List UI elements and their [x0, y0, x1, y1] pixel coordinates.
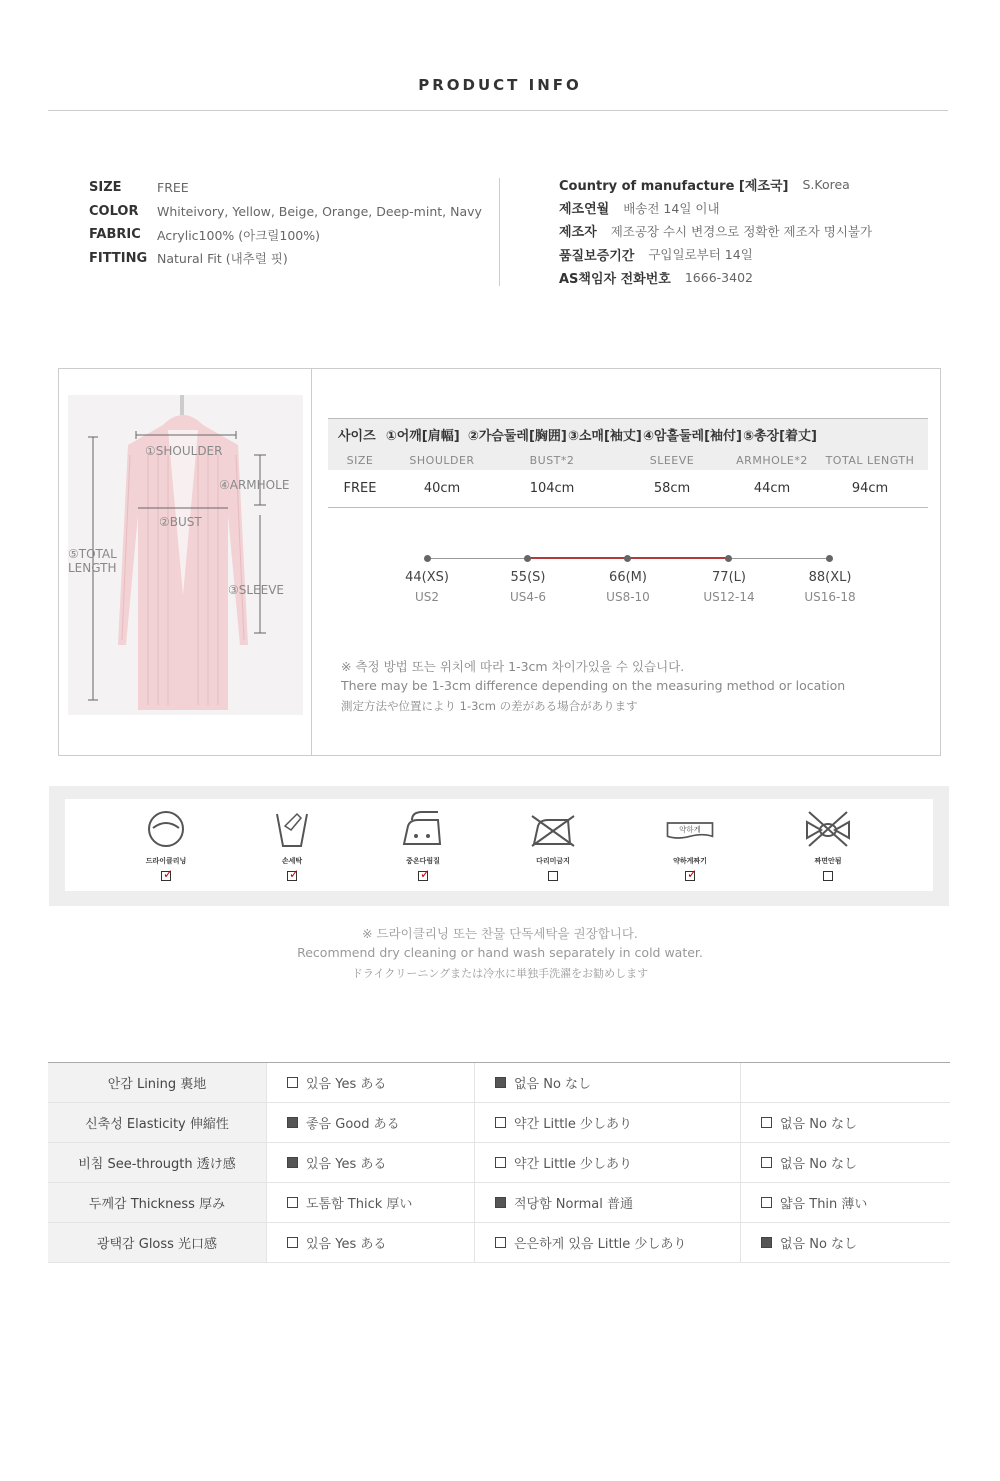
property-row-thickness	[48, 1183, 950, 1223]
size-header-cell: TOTAL LENGTH	[825, 453, 915, 467]
size-scale-kr: 66(M)	[609, 570, 647, 585]
property-option	[740, 1103, 950, 1142]
size-scale-kr: 55(S)	[510, 570, 546, 585]
option-checkbox	[495, 1157, 506, 1168]
property-option	[474, 1223, 740, 1262]
total-label: ⑤TOTAL	[68, 547, 117, 561]
care-item-hand-wash	[247, 808, 337, 881]
option-label: 약간 Little 少しあり	[514, 1157, 633, 1172]
info-row-color	[89, 200, 482, 224]
info-value: FREE	[157, 180, 189, 196]
size-scale-us: US16-18	[804, 590, 856, 604]
size-header-cell: ⑤총장[着丈]	[742, 428, 817, 444]
size-cell: 94cm	[851, 481, 889, 496]
option-label: 없음 No なし	[514, 1077, 592, 1092]
no-iron-icon	[528, 808, 578, 848]
check-icon: ✓	[289, 867, 300, 881]
size-cell: 58cm	[653, 481, 691, 496]
property-option	[266, 1143, 474, 1182]
info-key: COLOR	[89, 203, 139, 219]
info-key: 제조연월	[559, 202, 610, 218]
dry-clean-icon	[141, 808, 191, 848]
property-row-gloss	[48, 1223, 950, 1263]
info-value: 1666-3402	[684, 269, 753, 285]
property-option	[266, 1103, 474, 1142]
property-option	[474, 1103, 740, 1142]
care-checkbox	[548, 871, 558, 881]
property-name: 안감 Lining 裏地	[48, 1063, 266, 1102]
size-header-cell: ④암홀둘레[袖付]	[642, 428, 742, 444]
property-option	[266, 1223, 474, 1262]
option-checkbox	[761, 1157, 772, 1168]
option-checkbox	[287, 1237, 298, 1248]
size-scale-dot	[725, 555, 732, 562]
size-cell: 44cm	[753, 481, 791, 496]
info-row-date	[559, 196, 872, 219]
size-table-header	[328, 418, 928, 470]
option-checkbox-checked	[761, 1237, 772, 1248]
option-checkbox-checked	[495, 1197, 506, 1208]
care-item-no-wring	[783, 808, 873, 881]
size-header-cell: ②가슴둘레[胸囲]	[467, 428, 567, 444]
size-cell: 40cm	[423, 481, 461, 496]
size-header-cell: 사이즈	[338, 428, 376, 444]
property-option	[474, 1183, 740, 1222]
property-table	[48, 1062, 950, 1263]
armhole-label: ④ARMHOLE	[219, 478, 290, 492]
size-header-cell: SHOULDER	[409, 453, 475, 467]
page-title: PRODUCT INFO	[418, 76, 582, 94]
size-header-ko	[328, 419, 928, 449]
info-key: 품질보증기간	[559, 248, 635, 264]
care-label: 중온다림질	[406, 857, 440, 865]
info-row-warranty	[559, 243, 872, 266]
info-left	[89, 176, 482, 270]
size-scale-us: US2	[414, 590, 440, 604]
property-option	[474, 1063, 740, 1102]
care-item-no-iron	[508, 808, 598, 881]
size-scale-kr: 77(L)	[712, 570, 746, 585]
info-value: 구입일로부터 14일	[648, 247, 753, 263]
size-scale-us: US4-6	[510, 590, 546, 604]
size-header-cell: SLEEVE	[649, 453, 695, 467]
size-header-cell: BUST*2	[529, 453, 575, 467]
info-key: AS책임자 전화번호	[559, 271, 671, 287]
size-table	[328, 418, 928, 508]
title-divider	[48, 110, 948, 111]
property-row-lining	[48, 1063, 950, 1103]
option-checkbox-checked	[287, 1157, 298, 1168]
size-scale-dot	[524, 555, 531, 562]
info-value: S.Korea	[802, 177, 850, 193]
info-row-fabric	[89, 223, 482, 247]
info-value: 배송전 14일 이내	[623, 200, 720, 216]
property-name: 비침 See-througth 透け感	[48, 1143, 266, 1182]
size-scale-us: US12-14	[703, 590, 755, 604]
size-scale-us: US8-10	[606, 590, 650, 604]
no-wring-icon	[803, 808, 853, 848]
option-checkbox	[761, 1117, 772, 1128]
check-icon: ✓	[163, 867, 174, 881]
option-label: 없음 No なし	[780, 1157, 858, 1172]
size-header-cell: ③소매[袖丈]	[567, 428, 642, 444]
shoulder-label: ①SHOULDER	[145, 444, 223, 458]
length-label: LENGTH	[68, 561, 117, 575]
property-name: 신축성 Elasticity 伸縮性	[48, 1103, 266, 1142]
info-row-as-phone	[559, 266, 872, 289]
care-note-en: Recommend dry cleaning or hand wash separately in cold water.	[297, 945, 703, 960]
size-note-ko: ※ 측정 방법 또는 위치에 따라 1-3cm 차이가있을 수 있습니다.	[341, 659, 685, 674]
size-cell: FREE	[343, 481, 377, 496]
care-label: 드라이클리닝	[145, 857, 187, 865]
info-row-maker	[559, 219, 872, 242]
property-option	[740, 1223, 950, 1262]
property-option	[740, 1143, 950, 1182]
gentle-spin-icon	[665, 808, 715, 848]
size-header-cell: ARMHOLE*2	[736, 453, 808, 467]
size-header-en	[328, 449, 928, 471]
property-name: 두께감 Thickness 厚み	[48, 1183, 266, 1222]
info-value: 제조공장 수시 변경으로 정확한 제조자 명시불가	[610, 223, 873, 239]
info-row-size	[89, 176, 482, 200]
option-checkbox	[761, 1197, 772, 1208]
info-row-fitting	[89, 247, 482, 271]
care-note-ja: ドライクリーニングまたは冷水に単独手洗濯をお勧めします	[351, 967, 649, 980]
option-label: 약간 Little 少しあり	[514, 1117, 633, 1132]
option-label: 있음 Yes ある	[306, 1237, 387, 1252]
info-key: Country of manufacture [제조국]	[559, 179, 789, 195]
sleeve-label: ③SLEEVE	[228, 583, 285, 597]
info-right	[559, 173, 872, 289]
care-note-ko: ※ 드라이클리닝 또는 찬물 단독세탁을 권장합니다.	[362, 926, 638, 941]
info-key: FABRIC	[89, 227, 141, 243]
gentle-label: 약하게	[679, 825, 701, 835]
care-checkbox	[685, 867, 698, 881]
info-value: Natural Fit (내추럴 핏)	[157, 251, 288, 267]
size-scale-kr: 44(XS)	[405, 570, 449, 585]
option-checkbox-checked	[495, 1077, 506, 1088]
size-table-row	[328, 470, 928, 508]
option-label: 도톰함 Thick 厚い	[306, 1197, 413, 1212]
info-divider	[499, 178, 500, 286]
property-row-see-through	[48, 1143, 950, 1183]
property-option	[740, 1183, 950, 1222]
property-option	[474, 1143, 740, 1182]
option-checkbox	[495, 1237, 506, 1248]
care-item-gentle-spin	[645, 808, 735, 881]
iron-icon	[398, 808, 448, 848]
option-label: 있음 Yes ある	[306, 1077, 387, 1092]
property-option	[266, 1183, 474, 1222]
care-checkbox	[161, 867, 174, 881]
option-label: 없음 No なし	[780, 1237, 858, 1252]
option-checkbox	[287, 1197, 298, 1208]
care-checkbox	[418, 867, 431, 881]
size-note-en: There may be 1-3cm difference depending on the measuring method or location	[341, 678, 846, 693]
option-label: 얇음 Thin 薄い	[780, 1197, 868, 1212]
hand-wash-icon	[267, 808, 317, 848]
care-label: 짜면안됨	[814, 857, 842, 865]
size-scale-kr: 88(XL)	[808, 570, 852, 585]
info-value: Whiteivory, Yellow, Beige, Orange, Deep-mint, Navy	[157, 203, 482, 219]
care-label: 다리미금지	[536, 857, 570, 865]
size-scale-dot	[826, 555, 833, 562]
option-checkbox	[287, 1077, 298, 1088]
property-name: 광택감 Gloss 光口感	[48, 1223, 266, 1262]
option-label: 적당함 Normal 普通	[514, 1197, 633, 1212]
property-option	[266, 1063, 474, 1102]
size-header-cell: SIZE	[346, 453, 374, 467]
info-row-country	[559, 173, 872, 196]
option-label: 있음 Yes ある	[306, 1157, 387, 1172]
option-label: 좋음 Good ある	[306, 1117, 400, 1132]
size-cell: 104cm	[529, 481, 575, 496]
size-note-ja: 測定方法や位置により 1-3cm の差がある場合があります	[341, 699, 638, 713]
property-option-empty	[740, 1063, 950, 1102]
option-checkbox	[495, 1117, 506, 1128]
size-scale-dot	[624, 555, 631, 562]
care-item-iron	[378, 808, 468, 881]
care-checkbox	[287, 867, 300, 881]
check-icon: ✓	[687, 867, 698, 881]
option-checkbox-checked	[287, 1117, 298, 1128]
check-icon: ✓	[420, 867, 431, 881]
care-label: 약하게짜기	[673, 857, 707, 865]
option-label: 은은하게 있음 Little 少しあり	[514, 1237, 687, 1252]
bust-label: ②BUST	[159, 515, 202, 529]
info-key: FITTING	[89, 250, 148, 266]
info-value: Acrylic100% (아크릴100%)	[157, 227, 320, 243]
care-item-dry-clean	[121, 808, 211, 881]
care-checkbox	[823, 871, 833, 881]
info-key: 제조자	[559, 225, 597, 241]
size-panel-divider	[311, 369, 312, 755]
size-scale-dot	[424, 555, 431, 562]
care-label: 손세탁	[281, 857, 303, 865]
size-header-cell: ①어깨[肩幅]	[385, 428, 460, 444]
option-label: 없음 No なし	[780, 1117, 858, 1132]
info-key: SIZE	[89, 180, 122, 196]
property-row-elasticity	[48, 1103, 950, 1143]
